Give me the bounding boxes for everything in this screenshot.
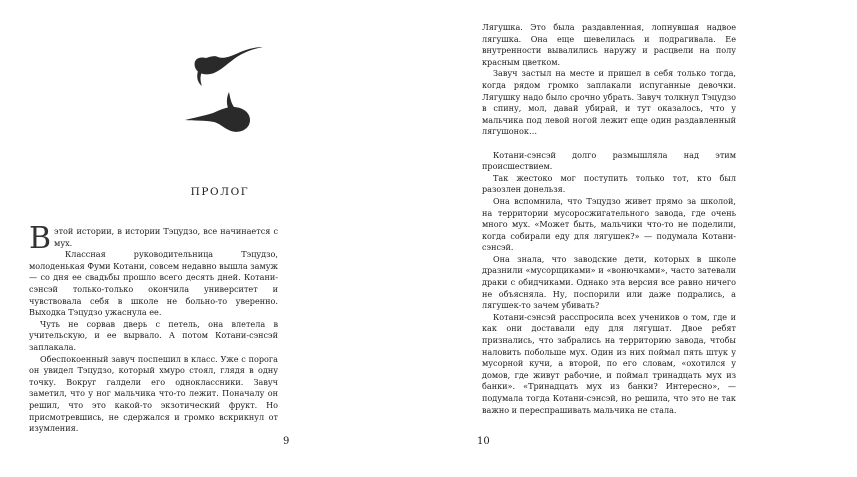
tadpoles-illustration [176,45,276,140]
left-page-text [29,221,278,435]
right-page-text [482,22,736,416]
paragraph: Вэтой истории, в истории Тэцудзо, все начинается с мух. [29,221,278,256]
paragraph: Так жестоко мог поступить только тот, кто был разозлен донельзя. [482,172,736,195]
page-number: 10 [477,436,490,447]
left-page [0,0,428,477]
paragraph: Завуч застыл на месте и пришел в себя только тогда, когда рядом громко заплакали испуганные девочки. Лягушку надо было срочно убрать. Завуч толкнул Тэцудзо в спину, мол, давай убирай, и тут оказалось, что у мальчика под левой ногой лежит еще один раздавленный лягушонок… [482,68,736,137]
paragraph: Лягушка. Это была раздавленная, лопнувшая надвое лягушка. Она еще шевелилась и подрагивала. Ее внутренности вывалились наружу и расцвели на полу красным цветком. [482,22,736,67]
paragraph: Она вспомнила, что Тэцудзо живет прямо за школой, на территории мусоросжигательного завода, где очень много мух. «Может быть, мальчики что-то не поделили, когда собирали еду для лягушек?» — подумала Котани-сэнсэй. [482,195,736,253]
right-page [428,0,857,477]
drop-cap: В [29,221,52,256]
page-number: 9 [283,436,290,447]
paragraph: Классная руководительница Тэцудзо, молоденькая Фуми Котани, совсем недавно вышла замуж — со дня ее свадьбы прошло всего десять дней. Котани-сэнсэй только-только окончила университет и чувствовала себя в школе не больно-то уверенно. Выходка Тэцудзо ужаснула ее. [29,249,278,318]
chapter-title: ПРОЛОГ [190,186,250,198]
paragraph: Котани-сэнсэй расспросила всех учеников о том, где и как они доставали еду для лягушат. Двое ребят признались, что забрались на территорию завода, чтобы наловить побольше мух. Один из них поймал пять штук у мусорной кучи, а второй, по его словам, «охотился у домов, где живут рабочие, и поймал тринадцать мух из банки». «Тринадцать мух из банки? Интересно», — подумала тогда Котани-сэнсэй, но решила, что это не так важно и переспрашивать мальчика не стала. [482,311,736,415]
paragraph: Котани-сэнсэй долго размышляла над этим происшествием. [482,149,736,172]
paragraph: Обеспокоенный завуч поспешил в класс. Уже с порога он увидел Тэцудзо, который хмуро стоял, глядя в одну точку. Вокруг галдели его одноклассники. Завуч заметил, что у ног мальчика что-то лежит. Поначалу он решил, что это какой-то экзотический фрукт. Но присмотревшись, не сдержался и громко вскрикнул от изумления. [29,353,278,434]
paragraph: Чуть не сорвав дверь с петель, она влетела в учительскую, и ее вырвало. А потом Котани-сэнсэй заплакала. [29,318,278,352]
paragraph: Она знала, что заводские дети, которых в школе дразнили «мусорщиками» и «вонючками», часто затевали драки с обидчиками. Однако эта версия все равно ничего не объясняла. Ну, поспорили или даже подрались, а лягушек-то зачем убивать? [482,253,736,311]
